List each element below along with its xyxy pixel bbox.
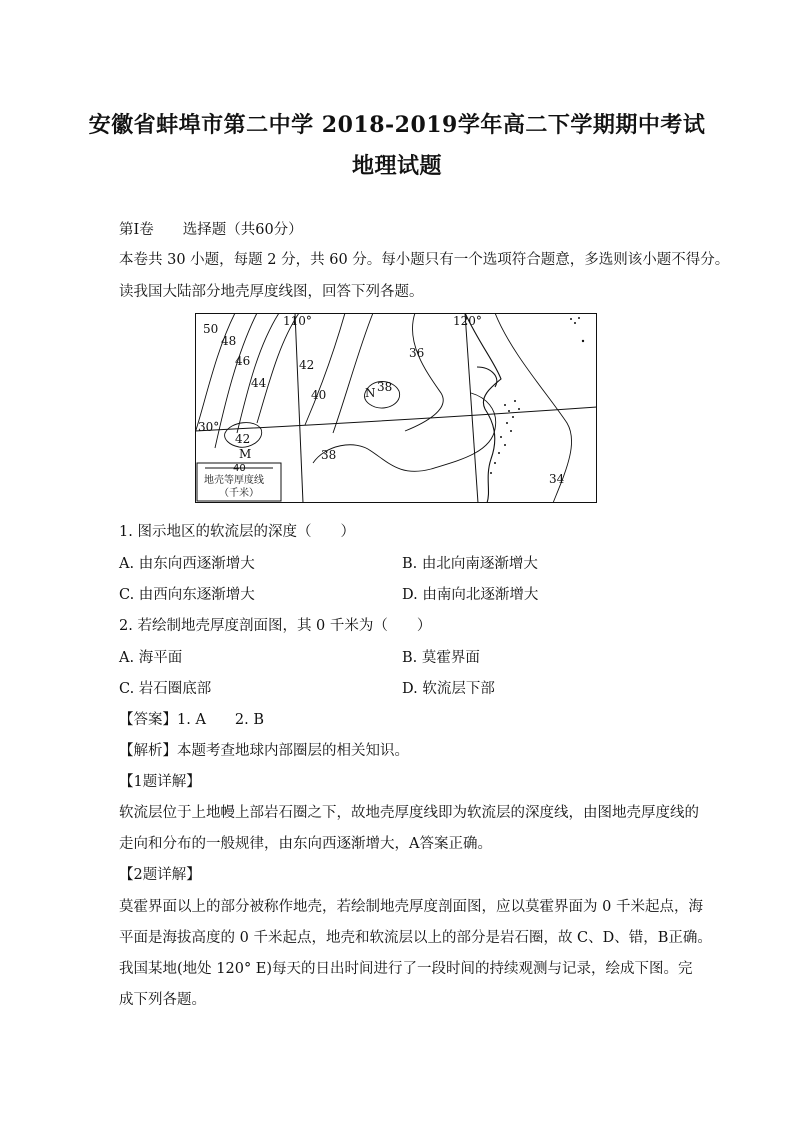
q1-option-a: A. 由东向西逐渐增大 bbox=[119, 556, 255, 572]
detail-1-text: 软流层位于上地幔上部岩石圈之下，故地壳厚度线即为软流层的深度线，由图地壳厚度线的 bbox=[119, 805, 699, 821]
contour-label: 38 bbox=[321, 448, 337, 462]
contour-label: 34 bbox=[549, 472, 565, 486]
contour-label: 40 bbox=[311, 388, 327, 402]
contour-label: 42 bbox=[235, 432, 251, 446]
contour-label: 46 bbox=[235, 354, 251, 368]
q1-option-b: B. 由北向南逐渐增大 bbox=[402, 556, 538, 572]
q2-option-d: D. 软流层下部 bbox=[402, 681, 495, 697]
map-svg bbox=[195, 313, 597, 503]
legend-value: 40 bbox=[233, 463, 246, 474]
q2-option-b: B. 莫霍界面 bbox=[402, 650, 480, 666]
point-n-label: N bbox=[365, 386, 376, 400]
next-question-intro: 我国某地(地处 120° E)每天的日出时间进行了一段时间的持续观测与记录，绘成下图。完 bbox=[119, 961, 693, 977]
q1-option-c: C. 由西向东逐渐增大 bbox=[119, 587, 255, 603]
answer-line: 【答案】1. A 2. B bbox=[119, 712, 265, 728]
point-m-label: M bbox=[239, 447, 252, 461]
detail-1-text: 走向和分布的一般规律，由东向西逐渐增大，A答案正确。 bbox=[119, 836, 492, 852]
lat-label-30: 30° bbox=[198, 420, 220, 434]
legend-line1: 地壳等厚度线 bbox=[204, 475, 264, 486]
contour-label: 44 bbox=[251, 376, 267, 390]
section-heading: 第Ⅰ卷 选择题（共60分） bbox=[119, 222, 303, 238]
contour-label: 48 bbox=[221, 334, 237, 348]
legend-line2: （千米） bbox=[219, 488, 259, 499]
contour-label: 42 bbox=[299, 358, 315, 372]
question-2-stem: 2. 若绘制地壳厚度剖面图，其 0 千米为（ ） bbox=[119, 618, 432, 634]
document-subtitle: 地理试题 bbox=[351, 153, 442, 179]
lon-label-110: 110° bbox=[283, 314, 312, 328]
q2-option-a: A. 海平面 bbox=[119, 650, 183, 666]
analysis-line: 【解析】本题考查地球内部圈层的相关知识。 bbox=[119, 743, 409, 759]
intro-text: 读我国大陆部分地壳厚度线图，回答下列各题。 bbox=[119, 284, 424, 300]
document-title: 安徽省蚌埠市第二中学 2018-2019学年高二下学期期中考试 bbox=[88, 112, 706, 138]
detail-2-text: 莫霍界面以上的部分被称作地壳，若绘制地壳厚度剖面图，应以莫霍界面为 0 千米起点，海 bbox=[119, 899, 703, 915]
q1-option-d: D. 由南向北逐渐增大 bbox=[402, 587, 539, 603]
crust-thickness-map bbox=[195, 313, 597, 503]
detail-2-text: 平面是海拔高度的 0 千米起点，地壳和软流层以上的部分是岩石圈，故 C、D、错，B正确。 bbox=[119, 930, 712, 946]
contour-label: 38 bbox=[377, 380, 393, 394]
detail-2-heading: 【2题详解】 bbox=[119, 867, 201, 883]
instructions-text: 本卷共 30 小题，每题 2 分，共 60 分。每小题只有一个选项符合题意，多选则该小题不得分。 bbox=[119, 252, 730, 268]
q2-option-c: C. 岩石圈底部 bbox=[119, 681, 212, 697]
contour-label: 36 bbox=[409, 346, 425, 360]
next-question-intro: 成下列各题。 bbox=[119, 992, 206, 1008]
lon-label-120: 120° bbox=[453, 314, 482, 328]
detail-1-heading: 【1题详解】 bbox=[119, 774, 201, 790]
question-1-stem: 1. 图示地区的软流层的深度（ ） bbox=[119, 524, 355, 540]
map-legend bbox=[197, 463, 281, 501]
contour-label: 50 bbox=[203, 322, 219, 336]
